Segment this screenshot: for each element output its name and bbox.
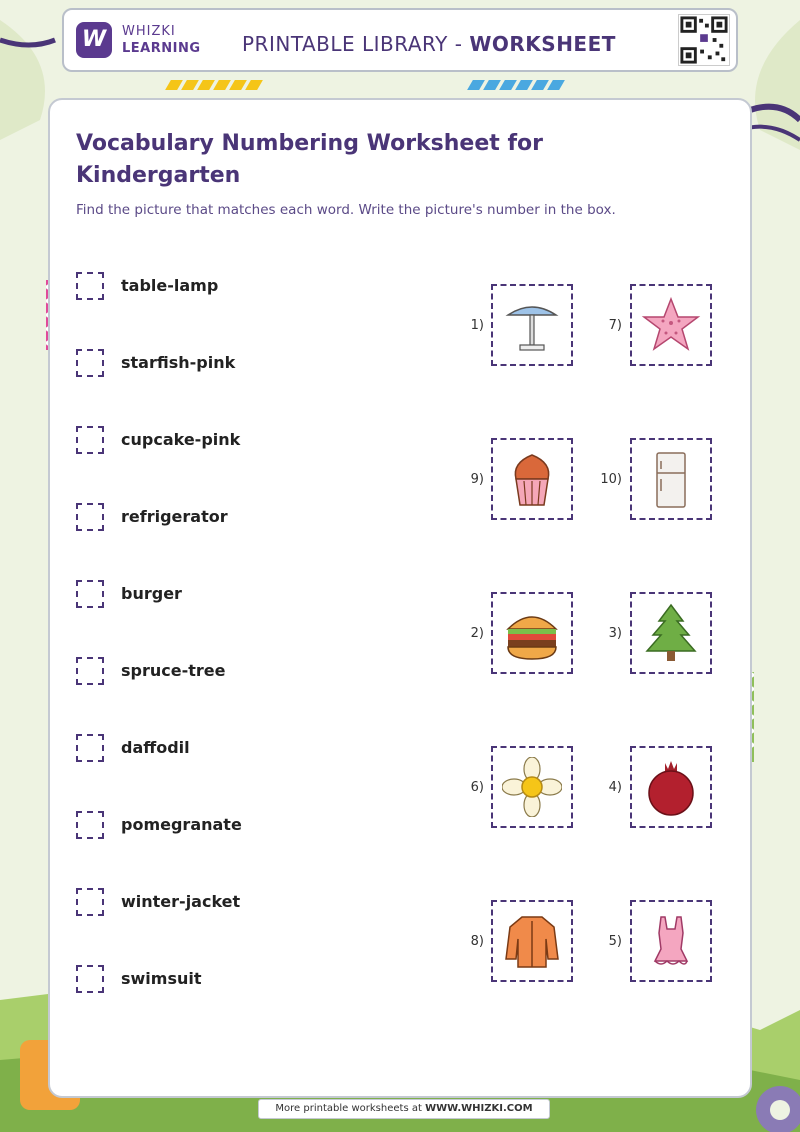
- picture-card: [630, 438, 712, 520]
- answer-box[interactable]: [76, 426, 104, 454]
- answer-box[interactable]: [76, 349, 104, 377]
- picture-card: [491, 900, 573, 982]
- daffodil-icon: [502, 757, 562, 817]
- picture-card: [491, 438, 573, 520]
- table-lamp-icon: [502, 295, 562, 355]
- picture-card: [630, 900, 712, 982]
- word-label: starfish-pink: [121, 353, 236, 372]
- footer-text: More printable worksheets at: [275, 1103, 426, 1114]
- header-title: [242, 32, 616, 56]
- spruce-tree-icon: [641, 603, 701, 663]
- word-label: swimsuit: [121, 969, 202, 988]
- header-bar: [62, 8, 738, 72]
- footer-link[interactable]: WWW.WHIZKI.COM: [425, 1103, 533, 1114]
- header-title-bold: WORKSHEET: [469, 32, 616, 56]
- picture-number: 9): [470, 472, 484, 487]
- footer-banner[interactable]: [258, 1099, 550, 1119]
- word-label: table-lamp: [121, 276, 219, 295]
- picture-number: 3): [608, 626, 622, 641]
- answer-box[interactable]: [76, 888, 104, 916]
- picture-number: 4): [608, 780, 622, 795]
- answer-box[interactable]: [76, 965, 104, 993]
- yellow-stripes: [168, 80, 260, 90]
- picture-card: [491, 592, 573, 674]
- answer-box[interactable]: [76, 503, 104, 531]
- winter-jacket-icon: [502, 911, 562, 971]
- answer-box[interactable]: [76, 811, 104, 839]
- word-label: spruce-tree: [121, 661, 226, 680]
- picture-card: [491, 284, 573, 366]
- picture-number: 7): [608, 318, 622, 333]
- picture-card: [630, 284, 712, 366]
- answer-box[interactable]: [76, 734, 104, 762]
- refrigerator-icon: [641, 449, 701, 509]
- worksheet-instructions: Find the picture that matches each word. Write the picture's number in the box.: [76, 202, 616, 218]
- burger-icon: [502, 603, 562, 663]
- picture-card: [491, 746, 573, 828]
- answer-box[interactable]: [76, 657, 104, 685]
- worksheet-title: Vocabulary Numbering Worksheet for Kindergarten: [76, 131, 543, 188]
- starfish-icon: [641, 295, 701, 355]
- answer-box[interactable]: [76, 272, 104, 300]
- word-label: pomegranate: [121, 815, 242, 834]
- pomegranate-icon: [641, 757, 701, 817]
- blue-stripes: [470, 80, 562, 90]
- qr-code-icon[interactable]: [678, 14, 730, 66]
- word-label: cupcake-pink: [121, 430, 241, 449]
- word-label: burger: [121, 584, 182, 603]
- word-label: winter-jacket: [121, 892, 241, 911]
- picture-number: 10): [600, 472, 622, 487]
- picture-number: 1): [470, 318, 484, 333]
- swimsuit-icon: [641, 911, 701, 971]
- whizki-logo[interactable]: W: [76, 22, 112, 58]
- logo-text-bottom: LEARNING: [122, 41, 201, 56]
- cupcake-icon: [502, 449, 562, 509]
- answer-box[interactable]: [76, 580, 104, 608]
- picture-card: [630, 592, 712, 674]
- picture-number: 8): [470, 934, 484, 949]
- header-title-prefix: PRINTABLE LIBRARY -: [242, 32, 470, 56]
- logo-text-top: WHIZKI: [122, 24, 176, 39]
- picture-card: [630, 746, 712, 828]
- picture-number: 2): [470, 626, 484, 641]
- word-label: refrigerator: [121, 507, 228, 526]
- picture-number: 5): [608, 934, 622, 949]
- word-label: daffodil: [121, 738, 190, 757]
- picture-number: 6): [470, 780, 484, 795]
